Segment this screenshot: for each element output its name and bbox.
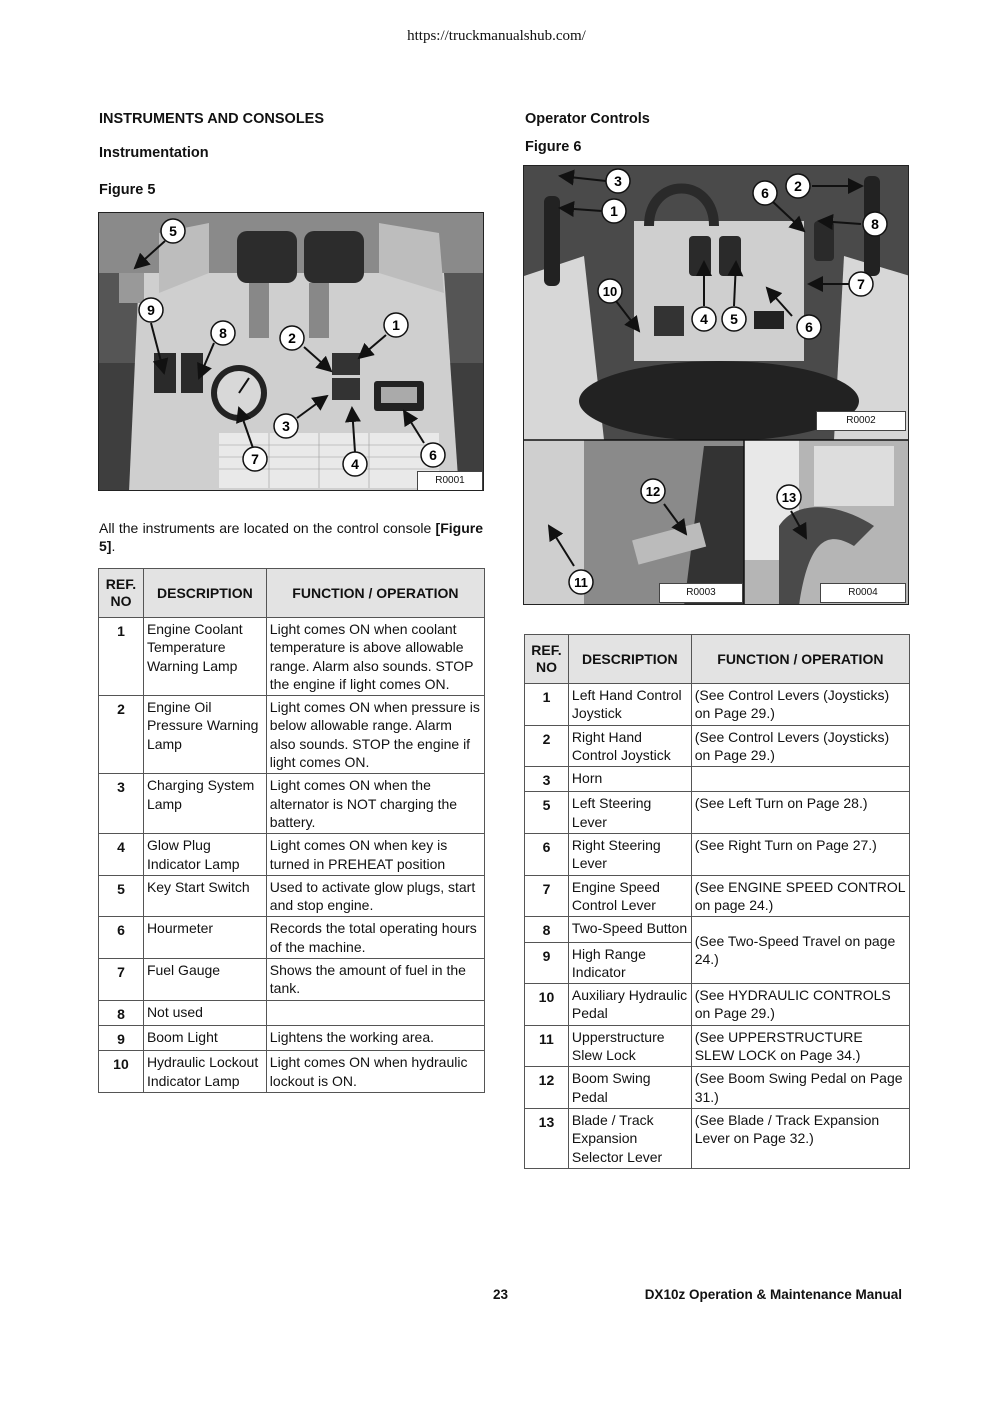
svg-text:4: 4: [351, 456, 359, 472]
svg-text:1: 1: [392, 317, 400, 333]
function-cell: (See Control Levers (Joysticks) on Page 29.): [691, 725, 909, 767]
table-row: [99, 834, 485, 876]
ref-no-cell: 11: [525, 1025, 569, 1067]
function-cell: Light comes ON when pressure is below allowable range. Alarm also sounds. STOP the engine if light comes ON.: [266, 696, 484, 774]
ref-no-cell: 13: [525, 1108, 569, 1168]
callout-1: [384, 313, 408, 337]
table-row: [525, 792, 910, 834]
table-row: [525, 875, 910, 917]
ref-no-cell: 3: [525, 767, 569, 792]
description-cell: Key Start Switch: [143, 875, 266, 917]
ref-no-cell: 7: [525, 875, 569, 917]
subsection-title: Instrumentation: [99, 145, 209, 161]
ref-no-cell: 6: [525, 834, 569, 876]
ref-no-cell: 9: [99, 1025, 144, 1050]
table-row: [525, 1108, 910, 1168]
figure-6-tag-b: R0003: [659, 583, 743, 603]
figure-5-callouts: [99, 213, 484, 491]
table-row: [99, 917, 485, 959]
description-cell: Right Hand Control Joystick: [568, 725, 691, 767]
svg-text:6: 6: [429, 447, 437, 463]
svg-text:2: 2: [288, 330, 296, 346]
callout-7: [243, 447, 267, 471]
description-cell: Charging System Lamp: [143, 774, 266, 834]
function-cell: [691, 767, 909, 792]
table-row: [525, 984, 910, 1026]
table-row: [99, 875, 485, 917]
svg-text:8: 8: [219, 325, 227, 341]
function-cell: [266, 1000, 484, 1025]
callout-2: [786, 174, 810, 198]
table-row: [99, 618, 485, 696]
svg-text:12: 12: [645, 484, 661, 499]
callout-10: [598, 279, 622, 303]
table-row: [99, 1051, 485, 1093]
function-cell: Lightens the working area.: [266, 1025, 484, 1050]
function-cell: Records the total operating hours of the machine.: [266, 917, 484, 959]
figure-5-label: Figure 5: [99, 182, 156, 198]
svg-text:4: 4: [700, 311, 708, 327]
description-cell: Auxiliary Hydraulic Pedal: [568, 984, 691, 1026]
callout-1: [602, 199, 626, 223]
description-cell: Boom Light: [143, 1025, 266, 1050]
ref-no-cell: 1: [525, 684, 569, 726]
instrument-table: [98, 568, 485, 1093]
svg-text:1: 1: [610, 203, 618, 219]
svg-text:11: 11: [574, 575, 588, 590]
callout-6: [421, 443, 445, 467]
callout-4: [343, 452, 367, 476]
function-cell: (See Boom Swing Pedal on Page 31.): [691, 1067, 909, 1109]
callout-2: [280, 326, 304, 350]
figure-6-tag-a: R0002: [816, 411, 906, 431]
description-cell: Left Steering Lever: [568, 792, 691, 834]
function-cell: (See Two-Speed Travel on page 24.): [691, 917, 909, 984]
ref-no-cell: 10: [525, 984, 569, 1026]
operator-controls-title: Operator Controls: [525, 111, 650, 127]
function-cell: (See Blade / Track Expansion Lever on Page 32.): [691, 1108, 909, 1168]
ref-no-cell: 6: [99, 917, 144, 959]
callout-3: [274, 414, 298, 438]
ref-no-cell: 12: [525, 1067, 569, 1109]
table-row: [525, 684, 910, 726]
table-row: [525, 767, 910, 792]
ref-no-cell: 4: [99, 834, 144, 876]
svg-text:10: 10: [602, 284, 618, 299]
function-cell: (See ENGINE SPEED CONTROL on page 24.): [691, 875, 909, 917]
callout-8: [211, 321, 235, 345]
manual-title: DX10z Operation & Maintenance Manual: [644, 1287, 902, 1302]
col-function: FUNCTION / OPERATION: [266, 569, 484, 618]
description-cell: Blade / Track Expansion Selector Lever: [568, 1108, 691, 1168]
svg-text:7: 7: [857, 276, 865, 292]
function-cell: (See Left Turn on Page 28.): [691, 792, 909, 834]
table-row: [525, 1067, 910, 1109]
ref-no-cell: 7: [99, 959, 144, 1001]
callout-13: [777, 485, 801, 509]
svg-text:9: 9: [147, 302, 155, 318]
table-row: [525, 1025, 910, 1067]
description-cell: High Range Indicator: [568, 942, 691, 984]
function-cell: Light comes ON when coolant temperature is above allowable range. Alarm also sounds. STOP the engine if light comes ON.: [266, 618, 484, 696]
svg-text:8: 8: [871, 216, 879, 232]
description-cell: Not used: [143, 1000, 266, 1025]
function-cell: Light comes ON when the alternator is NOT charging the battery.: [266, 774, 484, 834]
callout-11: [569, 570, 593, 594]
description-cell: Horn: [568, 767, 691, 792]
ref-no-cell: 1: [99, 618, 144, 696]
page-url: https://truckmanualshub.com/: [407, 28, 586, 44]
table-row: [525, 725, 910, 767]
description-cell: Upperstructure Slew Lock: [568, 1025, 691, 1067]
ref-no-cell: 2: [99, 696, 144, 774]
callout-5: [722, 307, 746, 331]
svg-text:3: 3: [282, 418, 290, 434]
figure-6-photo: [523, 165, 909, 605]
table-row: [525, 917, 910, 942]
callout-3: [606, 169, 630, 193]
function-cell: (See HYDRAULIC CONTROLS on Page 29.): [691, 984, 909, 1026]
description-cell: Boom Swing Pedal: [568, 1067, 691, 1109]
table-row: [99, 696, 485, 774]
ref-no-cell: 2: [525, 725, 569, 767]
callout-12: [641, 479, 665, 503]
svg-text:7: 7: [251, 451, 259, 467]
callout-5: [161, 219, 185, 243]
description-cell: Left Hand Control Joystick: [568, 684, 691, 726]
function-cell: Used to activate glow plugs, start and stop engine.: [266, 875, 484, 917]
table-row: [99, 959, 485, 1001]
svg-text:13: 13: [781, 490, 797, 505]
col-description: DESCRIPTION: [568, 635, 691, 684]
figure-5-photo: [98, 212, 484, 491]
description-cell: Glow Plug Indicator Lamp: [143, 834, 266, 876]
description-cell: Fuel Gauge: [143, 959, 266, 1001]
callout-8: [863, 212, 887, 236]
svg-text:5: 5: [169, 223, 177, 239]
svg-text:6: 6: [761, 185, 769, 201]
callout-9: [139, 298, 163, 322]
figure-6-label: Figure 6: [525, 139, 582, 155]
table-row: [99, 1000, 485, 1025]
col-ref-no: REF. NO: [99, 569, 144, 618]
ref-no-cell: 5: [525, 792, 569, 834]
table-row: [99, 774, 485, 834]
description-cell: Right Steering Lever: [568, 834, 691, 876]
ref-no-cell: 5: [99, 875, 144, 917]
description-cell: Engine Oil Pressure Warning Lamp: [143, 696, 266, 774]
callout-6b: [797, 315, 821, 339]
figure-6-tag-c: R0004: [820, 583, 906, 603]
ref-no-cell: 10: [99, 1051, 144, 1093]
svg-text:5: 5: [730, 311, 738, 327]
description-cell: Engine Coolant Temperature Warning Lamp: [143, 618, 266, 696]
callout-4: [692, 307, 716, 331]
function-cell: Light comes ON when hydraulic lockout is ON.: [266, 1051, 484, 1093]
description-cell: Engine Speed Control Lever: [568, 875, 691, 917]
callout-6: [753, 181, 777, 205]
description-cell: Hourmeter: [143, 917, 266, 959]
col-ref-no: REF. NO: [525, 635, 569, 684]
table-row: [99, 1025, 485, 1050]
callout-7: [849, 272, 873, 296]
function-cell: Shows the amount of fuel in the tank.: [266, 959, 484, 1001]
function-cell: (See Right Turn on Page 27.): [691, 834, 909, 876]
ref-no-cell: 8: [525, 917, 569, 942]
svg-text:2: 2: [794, 178, 802, 194]
svg-text:6: 6: [805, 319, 813, 335]
section-title: INSTRUMENTS AND CONSOLES: [99, 111, 325, 127]
function-cell: (See Control Levers (Joysticks) on Page 29.): [691, 684, 909, 726]
function-cell: (See UPPERSTRUCTURE SLEW LOCK on Page 34.): [691, 1025, 909, 1067]
intro-paragraph: All the instruments are located on the control console [Figure 5].: [99, 520, 483, 554]
figure-6-callouts: [524, 166, 909, 605]
ref-no-cell: 3: [99, 774, 144, 834]
ref-no-cell: 9: [525, 942, 569, 984]
figure-5-tag: R0001: [417, 471, 483, 491]
col-description: DESCRIPTION: [143, 569, 266, 618]
page-number: 23: [493, 1287, 509, 1302]
description-cell: Hydraulic Lockout Indicator Lamp: [143, 1051, 266, 1093]
col-function: FUNCTION / OPERATION: [691, 635, 909, 684]
operator-controls-table: [524, 634, 910, 1169]
ref-no-cell: 8: [99, 1000, 144, 1025]
function-cell: Light comes ON when key is turned in PREHEAT position: [266, 834, 484, 876]
svg-text:3: 3: [614, 173, 622, 189]
table-row: [525, 834, 910, 876]
description-cell: Two-Speed Button: [568, 917, 691, 942]
